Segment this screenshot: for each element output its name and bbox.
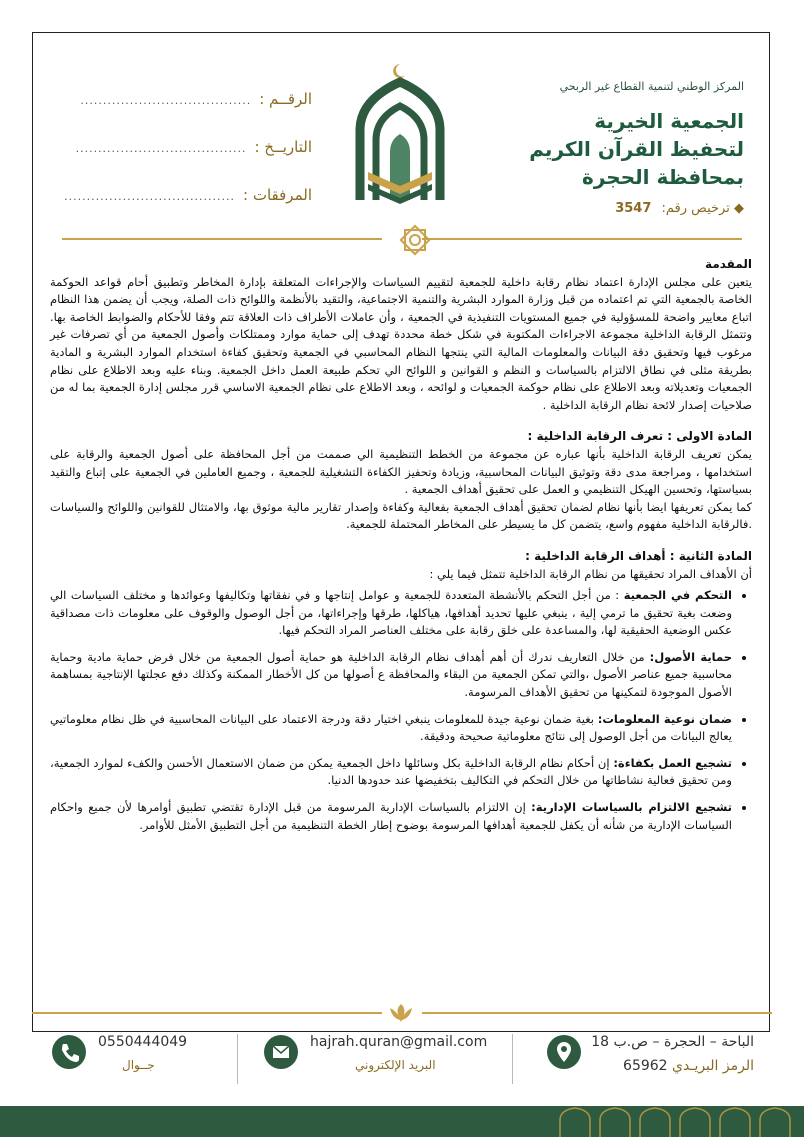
article1-heading: المادة الاولى : تعرف الرقابة الداخلية : — [527, 429, 752, 444]
mosque-logo-icon — [350, 60, 450, 220]
license-number: 3547 — [615, 201, 652, 216]
attachments-dots: ...................................... — [64, 190, 236, 203]
address-line: الباحة – الحجرة – ص.ب 18 — [591, 1034, 754, 1050]
org-header — [509, 80, 744, 216]
list-item — [50, 711, 732, 746]
item-text: : من أجل التحكم بالأنشطة المتعددة للجمعية و عوامل إنتاجها و في نفقاتها وتكاليفها وعوائدها و مختلف السياسات الي وضعت بغية تحقيق ما ترمي إلية ، ينبغي عليها تحديد أهدافها، هياكلها، طرقها وإجراءاتها، من أجل الوصول والوقوف على معلومات ذات مصداقية عكس الوضعية الحقيقية لها، والمساعدة على خلق رقابة على مختلف العناصر المراد التحكم فيها. — [50, 588, 732, 638]
item-text: من خلال التعاريف ندرك أن أهم أهداف نظام الرقابة الداخلية هو حماية أصول الجمعية من خلال فرض حماية مادية وحماية محاسبية جميع عناصر الأصول ،والتي تمكن الجمعية من البقاء والمحافظة ع أصولها من كل الأخطار الممكنة وكذلك دفع عجلتها الإنتاجية بمساهمة الأصول الموجودة لتمكينها من تحقيق الأهداف المرسومة. — [50, 649, 732, 700]
location-pin-icon — [547, 1035, 581, 1069]
intro-heading: المقدمة — [705, 257, 752, 271]
date-dots: ...................................... — [75, 142, 247, 155]
item-title: التحكم في الجمعية — [623, 588, 732, 603]
center-name: المركز الوطني لتنمية القطاع غير الربحي — [559, 80, 744, 93]
email-address[interactable]: hajrah.quran@gmail.com — [310, 1034, 488, 1050]
article1-para1: يمكن تعريف الرقابة الداخلية بأنها عباره عن مجموعة من الخطط التنظيمية الي صممت من أجل المحافظة على أصول الجمعية والرقابة على استخدامها ، ومراجعة مدى دقة وتوثيق البيانات المحاسبية، وزيادة وتحفيز الكفاءة التشغيلية للجمعية ، وجميع العاملين في الجمعية على إتباع والتقيد بسياستها، وتحسين الهيكل التنظيمي و العمل على تحقيق أهداف الجمعية . — [50, 446, 752, 497]
org-name-line-1: الجمعية الخيرية — [594, 109, 744, 133]
phone-icon — [52, 1035, 86, 1069]
item-title: تشجيع الالتزام بالسياسات الإدارية: — [531, 800, 733, 815]
list-item — [50, 649, 732, 702]
item-text: إن الالتزام بالسياسات الإدارية المرسومة من قبل الإدارة تقتضي تطبيق أوامرها لأن جميع واحكام السياسات الإدارية من شأنه أن يكفل للجمعية أهدافها المرسومة بوضوح إطار الخطة التنظيمية من أجل التطبيق الأمثل للأوامر. — [50, 800, 732, 832]
date-label: التاريــخ : — [254, 138, 312, 156]
reference-fields — [64, 90, 312, 234]
attachments-label: المرفقات : — [243, 186, 312, 204]
article2-heading: المادة الثانية : أهداف الرقابة الداخلية : — [525, 548, 752, 563]
objectives-list — [50, 587, 752, 834]
postal-row — [623, 1058, 754, 1074]
phone-number[interactable]: 0550444049 — [98, 1034, 188, 1050]
org-name-line-3: بمحافظة الحجرة — [582, 165, 744, 189]
item-title: تشجيع العمل بكفاءة: — [613, 755, 732, 770]
item-text: بغية ضمان نوعية جيدة للمعلومات ينبغي اختيار دقة ودرجة الاعتماد على البيانات المحاسبية في ظل نظام معلوماتيي يعالج البيانات من أجل الوصول إلى نتائج معلوماتية صحيحة ودقيقة. — [50, 711, 732, 744]
email-label: البريد الإلكتروني — [355, 1058, 436, 1072]
item-text: إن أحكام نظام الرقابة الداخلية بكل وسائلها داخل الجمعية يمكن من ضمان الاستعمال الأحسن والكفء لموارد الجمعية، ومن تحقيق فعالية نشاطاتها من خلال التحكم في التكاليف بتخفيضها عند حدودها الدنيا. — [50, 755, 732, 788]
ref-number-row — [82, 90, 312, 138]
item-title: ضمان نوعية المعلومات: — [597, 711, 732, 726]
diamond-icon: ◆ — [734, 201, 744, 216]
article2-intro: أن الأهداف المراد تحقيقها من نظام الرقابة الداخلية تتمثل فيما يلي : — [429, 566, 752, 581]
arch-pattern-icon — [0, 1106, 804, 1137]
list-item — [50, 587, 732, 640]
star-ornament-icon — [398, 223, 432, 257]
footer-separator — [512, 1034, 513, 1084]
intro-text: يتعين على مجلس الإدارة اعتماد نظام رقابة داخلية للجمعية لتقييم السياسات والإجراءات المتعلقة بإدارة المخاطر وتطبيق أحام قواعد الحوكمة الخاصة بالجمعية التي تم اعتماده من قبل وزارة الموارد البشرية والتنمية الاجتماعية، والتقيد بالأنظمة واللوائح ذات الصلة، ويجب أن يضمن هذا النظام اتباع معايير واضحة للمسؤولية في جميع المستويات التنفيذية في الجمعية ، وأن عاملات الأطراف ذات العلاقة تتم وفقا للأحكام والضوابط الخاصة بها. وتتمثل الرقابة الداخلية مجموعة الاجراءات المكتوبة في شكل خطة محددة تهدف إلى حماية موارد وممتلكات وأصول الجمعية من أي تصرفات غير مرغوب فيها وتحقيق دقة البيانات والمعلومات المالية التي ينتجها النظام المحاسبي في الجمعية وتحقيق كفاءة استخدام الموارد البشرية و المادية بطريقة مثلى في نطاق الالتزام بالسياسات و النظم و القوانين و اللوائح الي تحكم طبيعة العمل داخل الجمعية. وبناء عليه وبعد الاطلاع على نظام الجمعيات وتعديلاته وبعد الاطلاع على نظام حوكمة الجمعيات و لوائحه ، وبعد الاطلاع على نظام الجمعية الاساسي قرر مجلس إدارة الجمعية بما له من صلاحيات إصدار لائحة نظام الرقابة الداخلية . — [50, 274, 752, 412]
article1-para2: كما يمكن تعريفها ايضا بأنها نظام لضمان تحقيق أهداف الجمعية بفعالية وكفاءة وإصدار تقارير مالية موثوق بها، والامتثال للقوانين واللوائح والسياسات .فالرقابة الداخلية مفهوم واسع، يتضمن كل ما يسيطر على المخاطر المحتملة للجمعية. — [50, 499, 752, 532]
footer-separator — [237, 1034, 238, 1084]
list-item — [50, 755, 732, 790]
date-row — [75, 138, 312, 186]
postal-label: الرمز البريـدي — [672, 1058, 754, 1074]
list-item — [50, 799, 732, 834]
document-body — [50, 256, 752, 843]
attachments-row — [64, 186, 312, 234]
phone-label: جــوال — [122, 1058, 155, 1072]
license-label: ترخيص رقم: — [661, 201, 730, 216]
envelope-icon — [264, 1035, 298, 1069]
item-title: حماية الأصول: — [649, 649, 732, 664]
license — [509, 201, 744, 216]
ref-number-dots: ...................................... — [80, 94, 252, 107]
org-name-line-2: لتحفيظ القرآن الكريم — [529, 137, 744, 161]
leaf-ornament-icon — [388, 1002, 414, 1024]
ref-number-label: الرقــم : — [259, 90, 312, 108]
postal-code: 65962 — [623, 1058, 668, 1074]
